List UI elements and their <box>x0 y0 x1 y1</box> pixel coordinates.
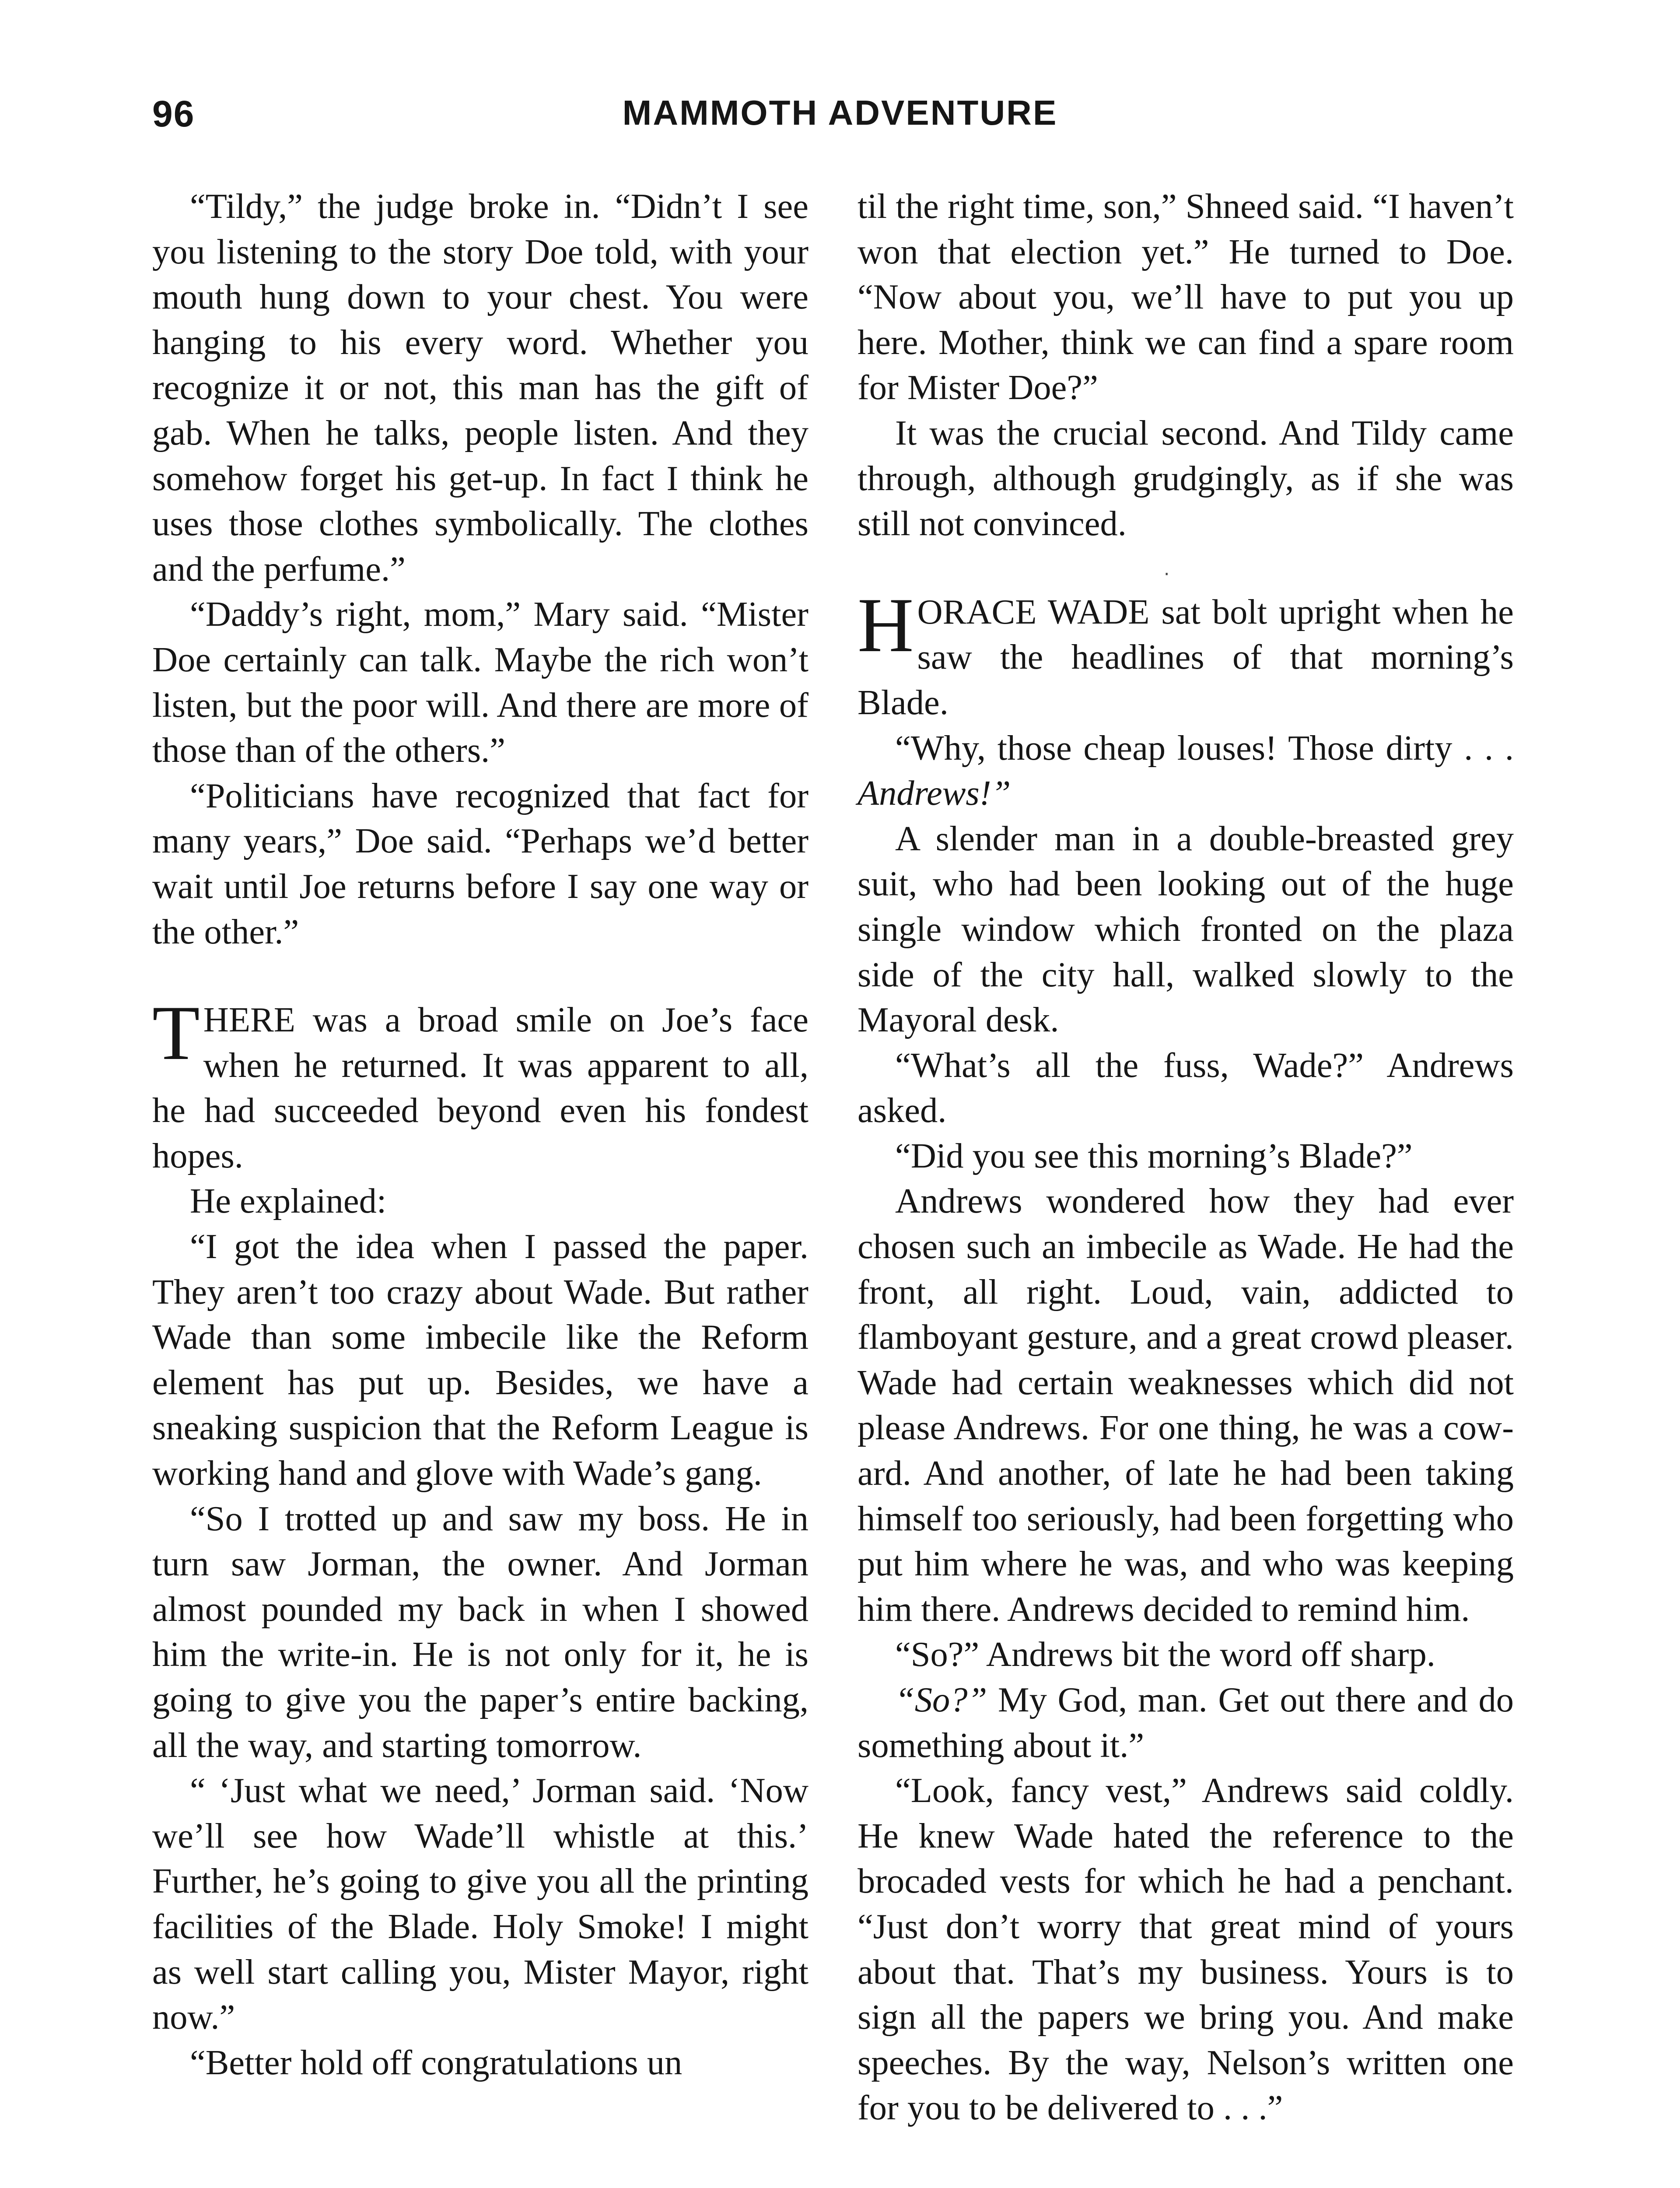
paragraph: “What’s all the fuss, Wade?” Andrews asked. <box>858 1045 1514 1130</box>
page-number: 96 <box>152 93 195 134</box>
paragraph-text: My God, man. Get out there and do something about it.” <box>858 1680 1514 1765</box>
paragraph-text: sat bolt upright when he saw the headlines of that morning’s Blade. <box>858 592 1514 722</box>
italic-text: Andrews!” <box>858 774 1011 813</box>
drop-cap: H <box>858 581 914 668</box>
paragraph: “So I trotted up and saw my boss. He in turn saw Jorman, the owner. And Jorman almost pounded my back in when I showed him the write-in. He is not only for it, he is going to give you the paper’s entire backing, all the way, and starting tomorrow. <box>152 1499 808 1765</box>
paragraph: It was the crucial second. And Tildy came through, although grudgingly, as if she was still not convinced. <box>858 413 1514 543</box>
paragraph: “ ‘Just what we need,’ Jorman said. ‘Now we’ll see how Wade’ll whistle at this.’ Further, he’s going to give you all the printing facilities of the Blade. Holy Smoke! I might as well start calling you, Mister Mayor, right now.” <box>152 1771 808 2037</box>
paragraph-continued: til the right time, son,” Shneed said. “I haven’t won that election yet.” He turned to Doe. “Now about you, we’ll have to put you up here. Mother, think we can find a spare room for Mister Doe?” <box>858 187 1514 407</box>
left-column <box>152 184 808 2085</box>
section-opening-paragraph <box>858 581 1514 726</box>
lead-in-caps: HERE <box>203 1000 295 1040</box>
paragraph: “Better hold off congratulations un <box>190 2043 682 2082</box>
section-break <box>152 954 808 997</box>
paragraph-text: was a broad smile on Joe’s face when he returned. It was apparent to all, he had succeeded beyond even his fondest hopes. <box>152 1000 808 1175</box>
italic-text: “So?” <box>895 1680 987 1719</box>
drop-cap: T <box>152 989 200 1076</box>
section-ornament-icon: ‧ <box>1164 565 1170 585</box>
section-opening-paragraph <box>152 989 808 1178</box>
paragraph: “Tildy,” the judge broke in. “Didn’t I see you listening to the story Doe told, with your mouth hung down to your chest. You were hanging to his every word. Whether you recognize it or not, this man has the gift of gab. When he talks, people listen. And they somehow forget his get-up. In fact I think he uses those clothes symbolically. The clothes and the perfume.” <box>152 187 808 589</box>
paragraph-text: “Why, those cheap louses! Those dirty . . . <box>895 728 1514 768</box>
paragraph: A slender man in a double-breasted grey suit, who had been looking out of the huge single window which fronted on the plaza side of the city hall, walked slowly to the Mayoral desk. <box>858 819 1514 1040</box>
paragraph: “Did you see this morning’s Blade?” <box>895 1136 1413 1175</box>
section-break <box>858 547 1514 589</box>
paragraph: “Politicians have recognized that fact for many years,” Doe said. “Perhaps we’d better wait until Joe returns before I say one way or the other.” <box>152 776 808 951</box>
paragraph: “Daddy’s right, mom,” Mary said. “Mister Doe certainly can talk. Maybe the rich won’t listen, but the poor will. And there are more of those than of the others.” <box>152 595 808 770</box>
paragraph: Andrews wondered how they had ever chosen such an imbecile as Wade. He had the front, all right. Loud, vain, addicted to flamboyant gesture, and a great crowd pleaser. Wade had certain weaknesses which did not please Andrews. For one thing, he was a coward. And another, of late he had been taking himself too seriously, had been forgetting who put him where he was, and who was keeping him there. Andrews decided to remind him. <box>858 1182 1514 1629</box>
paragraph <box>858 1677 1514 1768</box>
right-column <box>858 184 1514 2131</box>
paragraph: “Look, fancy vest,” Andrews said coldly. He knew Wade hated the reference to the brocaded vests for which he had a penchant. “Just don’t worry that great mind of yours about that. That’s my business. Yours is to sign all the papers we bring you. And make speeches. By the way, Nelson’s written one for you to be delivered to . . .” <box>858 1771 1514 2128</box>
paragraph: He explained: <box>190 1182 387 1221</box>
lead-in-caps: ORACE WADE <box>917 592 1150 631</box>
running-title: MAMMOTH ADVENTURE <box>622 93 1058 132</box>
paragraph: “So?” Andrews bit the word off sharp. <box>895 1635 1435 1674</box>
paragraph <box>858 726 1514 816</box>
paragraph: “I got the idea when I passed the paper. They aren’t too crazy about Wade. But rather Wade than some imbecile like the Reform element has put up. Besides, we have a sneaking suspicion that the Reform League is working hand and glove with Wade’s gang. <box>152 1227 808 1493</box>
